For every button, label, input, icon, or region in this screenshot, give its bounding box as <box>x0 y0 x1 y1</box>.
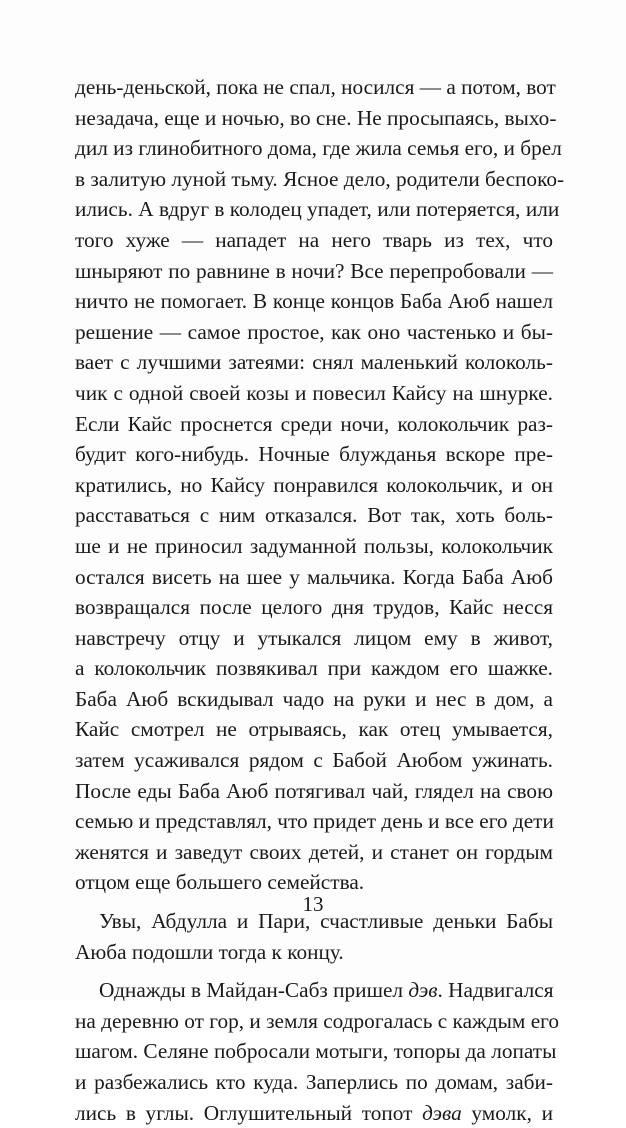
text-line: остался висеть на шее у мальчика. Когда Баба Аюб <box>75 564 553 589</box>
text-line: чик с одной своей козы и повесил Кайсу на шнурке. <box>75 380 553 405</box>
text-segment: лись в углы. Оглушительный топот <box>75 1100 423 1125</box>
text-line: будит кого-нибудь. Ночные блужданья вскоре пре- <box>75 442 553 467</box>
text-line: в залитую луной тьму. Ясное дело, родители беспоко- <box>75 166 565 191</box>
text-line: а колокольчик позвякивал при каждом его шажке. <box>75 656 553 681</box>
text-line: ничто не помогает. В конце концов Баба Аюб нашел <box>75 289 553 314</box>
italic-word: дэва <box>422 1100 462 1125</box>
text-line: незадача, еще и ночью, во сне. Не просыпаясь, выхо- <box>75 105 557 130</box>
text-line <box>75 1098 553 1128</box>
text-line: дил из глинобитного дома, где жила семья его, и брел <box>75 136 562 161</box>
text-line: женятся и заведут своих детей, и станет он гордым <box>75 839 553 864</box>
text-line: шагом. Селяне побросали мотыги, топоры да лопаты <box>75 1039 557 1064</box>
page-number: 13 <box>302 892 324 916</box>
text-line: ились. А вдруг в колодец упадет, или потеряется, или <box>75 197 560 222</box>
text-segment: . Надвигался <box>437 978 554 1003</box>
text-line: решение — самое простое, как оно частенько и бы- <box>75 319 553 344</box>
text-line: и разбежались кто куда. Заперлись по домам, заби- <box>75 1070 553 1094</box>
text-line: вает с лучшими затеями: снял маленький колоколь- <box>75 350 553 375</box>
text-line: Кайс смотрел не отрываясь, как отец умывается, <box>75 717 553 742</box>
paragraph-1 <box>75 72 565 898</box>
paragraph-gap <box>75 967 553 975</box>
text-line: расставаться с ним отказался. Вот так, хоть боль- <box>75 503 553 528</box>
text-line: После еды Баба Аюб потягивал чай, глядел на свою <box>75 778 553 803</box>
text-line: навстречу отцу и утыкался лицом ему в живот, <box>75 625 553 650</box>
text-line <box>75 975 553 1006</box>
text-line: затем усаживался рядом с Бабой Аюбом ужинать. <box>75 748 553 773</box>
text-line: день-деньской, пока не спал, носился — а потом, вот <box>75 75 556 99</box>
italic-word: дэв <box>408 978 438 1003</box>
text-line: того хуже — нападет на него тварь из тех, что <box>75 227 553 252</box>
text-line: отцом еще большего семейства. <box>75 870 365 895</box>
text-segment: Однажды в Майдан-Сабз пришел <box>99 978 409 1003</box>
text-line: Аюба подошли тогда к концу. <box>75 939 344 964</box>
text-line: на деревню от гор, и земля содрогалась с каждым его <box>75 1008 559 1033</box>
text-line: Баба Аюб вскидывал чадо на руки и нес в дом, а <box>75 686 553 711</box>
text-line: кратились, но Кайсу понравился колокольчик, и он <box>75 472 553 497</box>
text-line: семью и представлял, что придет день и все его дети <box>75 809 554 834</box>
text-line: ше и не приносил задуманной пользы, колокольчик <box>75 533 553 558</box>
text-line: возвращался после целого дня трудов, Кайс несся <box>75 595 553 620</box>
text-line: Если Кайс проснется среди ночи, колокольчик раз- <box>75 411 553 436</box>
text-line: шныряют по равнине в ночи? Все перепробовали — <box>75 258 553 283</box>
text-line: Увы, Абдулла и Пари, счастливые деньки Бабы <box>99 909 553 934</box>
body-text <box>75 72 565 1128</box>
paragraph-3 <box>75 975 559 1128</box>
text-segment: умолк, и <box>461 1100 553 1125</box>
